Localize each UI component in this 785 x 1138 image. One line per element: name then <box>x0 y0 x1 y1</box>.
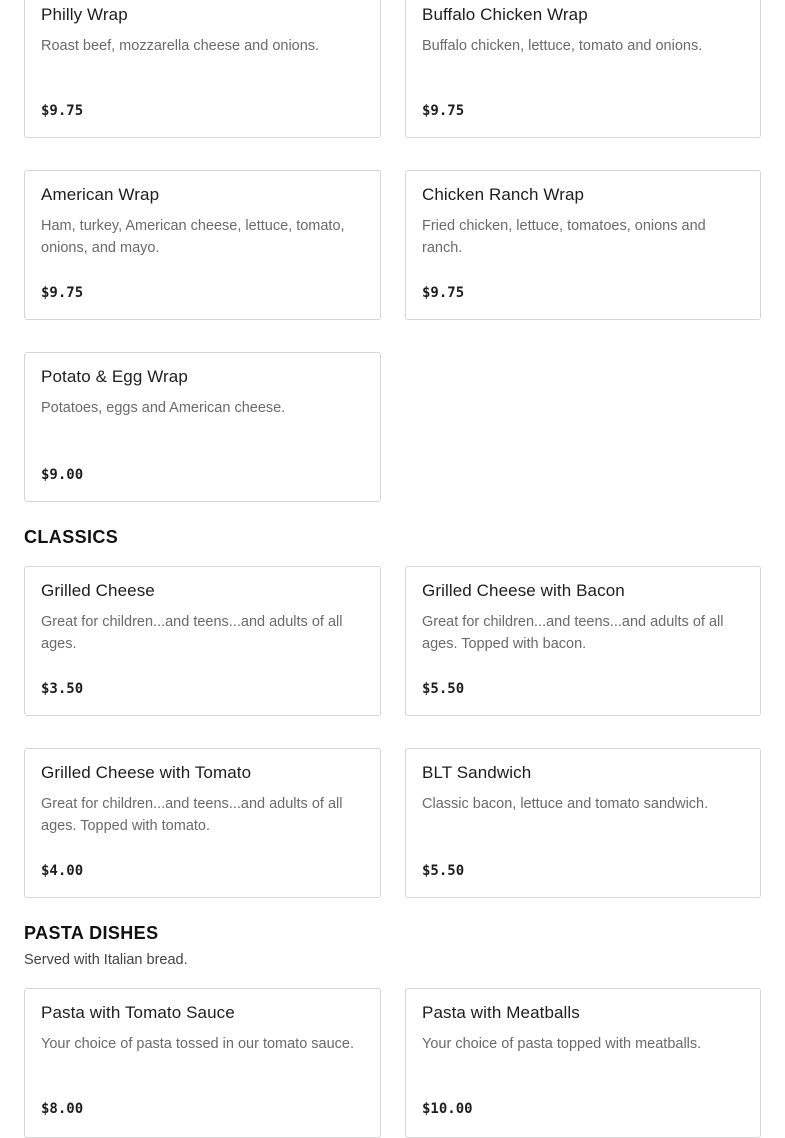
menu-item-description: Your choice of pasta topped with meatballs. <box>422 1036 702 1052</box>
menu-item-price: $8.00 <box>41 1101 84 1117</box>
menu-item-title: Philly Wrap <box>41 5 128 24</box>
menu-item-price: $9.75 <box>422 103 465 119</box>
menu-item-card[interactable] <box>405 566 761 716</box>
menu-item-description: Your choice of pasta tossed in our tomato sauce. <box>41 1036 355 1052</box>
menu-item-title: Potato & Egg Wrap <box>41 367 188 386</box>
menu-item-card[interactable] <box>24 170 381 320</box>
menu-item-card[interactable] <box>24 566 381 716</box>
menu-item-description: Fried chicken, lettuce, tomatoes, onions and ranch. <box>422 218 706 256</box>
menu-item-description: Great for children...and teens...and adults of all ages. <box>41 614 343 652</box>
menu-item-card[interactable] <box>405 748 761 898</box>
menu-item-price: $9.75 <box>41 103 84 119</box>
menu-item-description: Great for children...and teens...and adults of all ages. Topped with bacon. <box>422 614 724 652</box>
menu-item-title: Grilled Cheese with Tomato <box>41 763 252 782</box>
menu-item-price: $3.50 <box>41 681 84 697</box>
menu-item-title: Grilled Cheese with Bacon <box>422 581 625 600</box>
section-subheading-pasta: Served with Italian bread. <box>24 952 188 968</box>
menu-item-description: Ham, turkey, American cheese, lettuce, tomato, onions, and mayo. <box>41 218 345 256</box>
menu-item-card[interactable] <box>405 170 761 320</box>
menu-item-title: American Wrap <box>41 185 160 204</box>
menu-item-title: BLT Sandwich <box>422 763 532 782</box>
menu-item-price: $9.75 <box>422 285 465 301</box>
menu-item-description: Great for children...and teens...and adults of all ages. Topped with tomato. <box>41 796 343 834</box>
section-heading-classics: CLASSICS <box>24 527 119 547</box>
menu-item-card[interactable] <box>24 352 381 502</box>
menu-item-card[interactable] <box>24 988 381 1138</box>
menu-item-title: Grilled Cheese <box>41 581 155 600</box>
menu-item-description: Roast beef, mozzarella cheese and onions. <box>41 38 320 54</box>
menu-item-price: $5.50 <box>422 863 465 879</box>
menu-item-card[interactable] <box>405 988 761 1138</box>
menu-item-description: Potatoes, eggs and American cheese. <box>41 400 286 416</box>
section-heading-pasta: PASTA DISHES <box>24 923 159 943</box>
menu-item-card[interactable] <box>24 748 381 898</box>
menu-item-title: Buffalo Chicken Wrap <box>422 5 588 24</box>
menu-item-price: $10.00 <box>422 1101 473 1117</box>
menu-item-description: Buffalo chicken, lettuce, tomato and onions. <box>422 38 703 54</box>
menu-item-title: Chicken Ranch Wrap <box>422 185 585 204</box>
menu-item-price: $9.00 <box>41 467 84 483</box>
menu-item-price: $5.50 <box>422 681 465 697</box>
menu-item-card[interactable] <box>405 0 761 138</box>
menu-item-title: Pasta with Tomato Sauce <box>41 1003 235 1022</box>
menu-item-price: $9.75 <box>41 285 84 301</box>
menu-item-description: Classic bacon, lettuce and tomato sandwich. <box>422 796 709 812</box>
menu-item-title: Pasta with Meatballs <box>422 1003 580 1022</box>
menu-item-card[interactable] <box>24 0 381 138</box>
menu-item-price: $4.00 <box>41 863 84 879</box>
